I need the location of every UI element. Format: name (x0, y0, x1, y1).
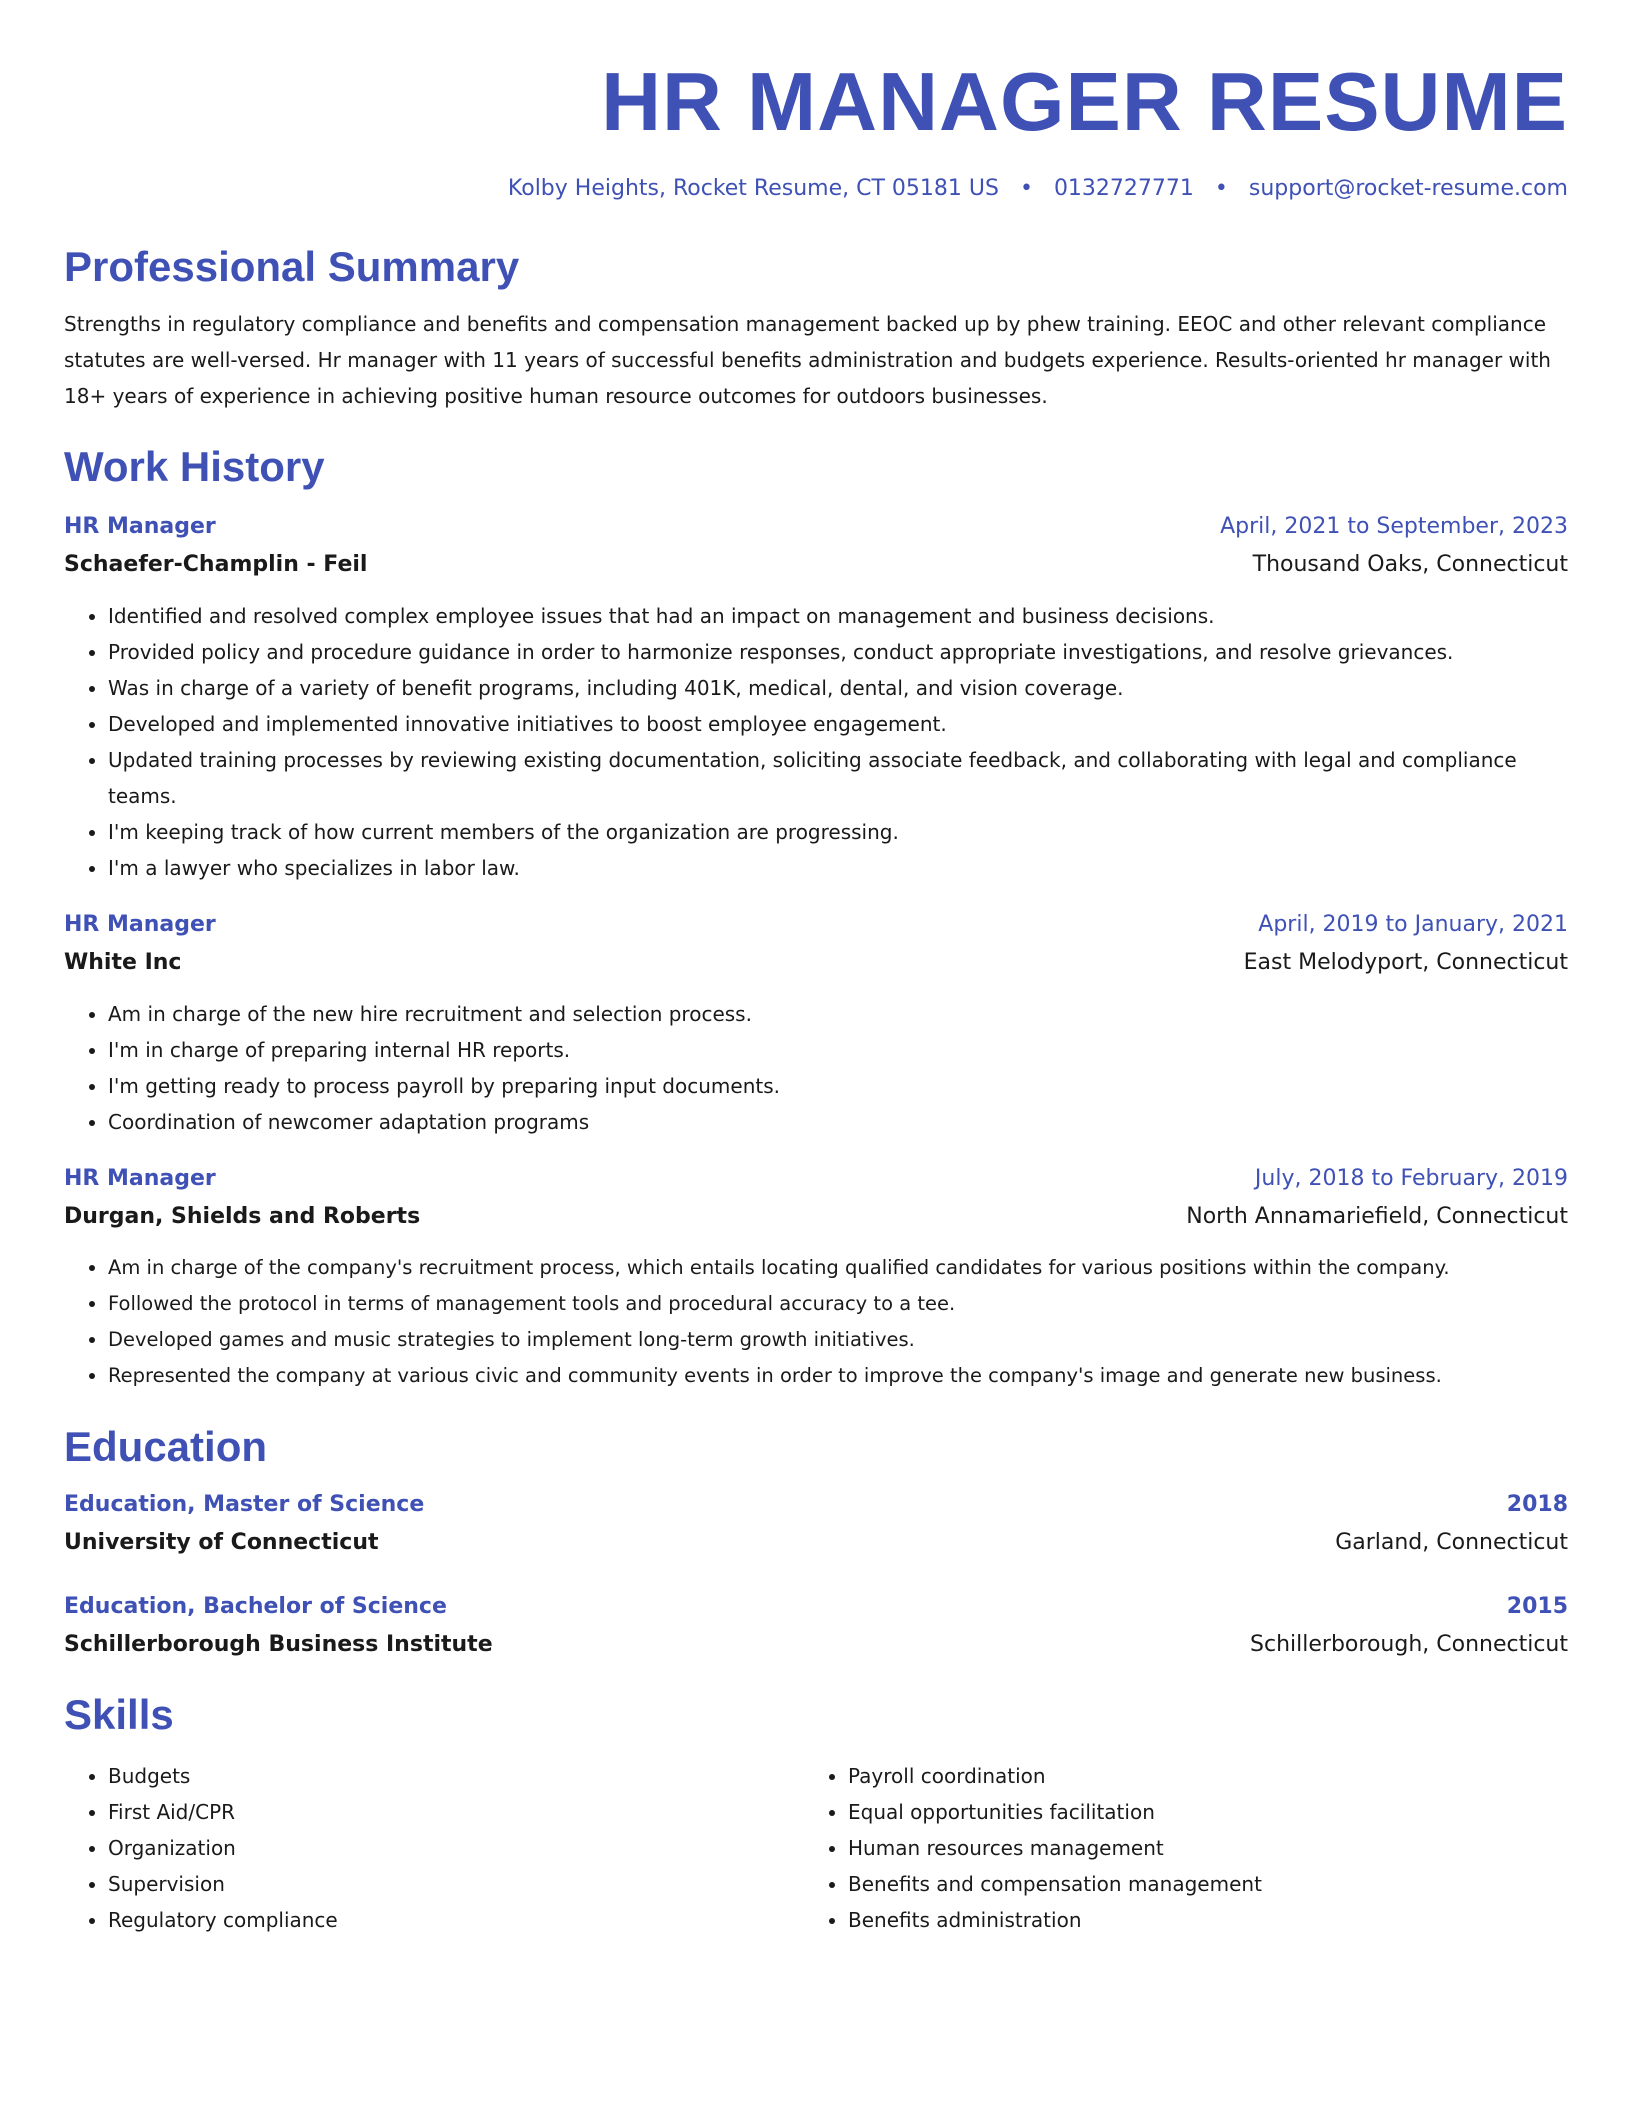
summary-text: Strengths in regulatory compliance and benefits and compensation management backed up by phew training. EEOC and other relevant compliance statutes are well-versed. Hr manager with 11 years of successful benefits administration and budgets experience. Results-oriented hr manager with 18+ years of experience in achieving positive human resource outcomes for outdoors businesses. (64, 312, 1551, 408)
contact-line (64, 174, 1568, 204)
education-subheader (64, 1528, 1568, 1558)
list-item: • Followed the protocol in terms of management tools and procedural accuracy to a tee. (108, 1286, 1568, 1322)
education-entry (64, 1490, 1568, 1558)
resume-title: HR MANAGER RESUME (601, 55, 1568, 148)
job-dates: April, 2021 to September, 2023 (1220, 514, 1568, 539)
job-entry (64, 1164, 1568, 1394)
list-item: • Am in charge of the new hire recruitment and selection process. (108, 996, 1568, 1032)
skills-left-list (64, 1758, 804, 1938)
skills-list (64, 1758, 1568, 1938)
skills-heading: Skills (64, 1691, 174, 1738)
list-item: • Coordination of newcomer adaptation programs (108, 1104, 1568, 1140)
list-item: • Equal opportunities facilitation (848, 1794, 1544, 1830)
list-item: • Budgets (108, 1758, 804, 1794)
education-subheader (64, 1630, 1568, 1660)
job-bullets (64, 996, 1568, 1140)
list-item: • I'm in charge of preparing internal HR reports. (108, 1032, 1568, 1068)
education-school: University of Connecticut (64, 1530, 379, 1555)
job-subheader (64, 948, 1568, 978)
skills-column-left (64, 1758, 804, 1938)
list-item: • Organization (108, 1830, 804, 1866)
job-dates: July, 2018 to February, 2019 (1254, 1166, 1568, 1191)
job-bullets (64, 598, 1568, 886)
list-item: • Identified and resolved complex employee issues that had an impact on management and business decisions. (108, 598, 1568, 634)
job-company: White Inc (64, 950, 182, 975)
job-location: East Melodyport, Connecticut (1243, 950, 1568, 975)
skills-right-list (804, 1758, 1544, 1938)
skills-column-right (804, 1758, 1544, 1938)
education-location: Schillerborough, Connecticut (1250, 1632, 1568, 1657)
job-header (64, 512, 1568, 542)
job-subheader (64, 1202, 1568, 1232)
list-item: • Provided policy and procedure guidance in order to harmonize responses, conduct appropriate investigations, and resolve grievances. (108, 634, 1568, 670)
education-degree: Education, Bachelor of Science (64, 1594, 447, 1619)
job-header (64, 1164, 1568, 1194)
job-entry (64, 512, 1568, 886)
job-entry (64, 910, 1568, 1140)
job-role: HR Manager (64, 514, 216, 539)
job-bullets (64, 1250, 1568, 1394)
list-item: • Benefits and compensation management (848, 1866, 1544, 1902)
job-dates: April, 2019 to January, 2021 (1258, 912, 1568, 937)
list-item: • Supervision (108, 1866, 804, 1902)
list-item: • I'm keeping track of how current members of the organization are progressing. (108, 814, 1568, 850)
education-header (64, 1490, 1568, 1520)
list-item: • Human resources management (848, 1830, 1544, 1866)
resume-page (64, 52, 1568, 1938)
contact-separator: • (1214, 176, 1228, 201)
education-school: Schillerborough Business Institute (64, 1632, 493, 1657)
list-item: • First Aid/CPR (108, 1794, 804, 1830)
education-location: Garland, Connecticut (1335, 1530, 1568, 1555)
education-heading: Education (64, 1423, 268, 1470)
list-item: • Benefits administration (848, 1902, 1544, 1938)
list-item: • Updated training processes by reviewing existing documentation, soliciting associate feedback, and collaborating with legal and compliance teams. (108, 742, 1568, 814)
list-item: • Represented the company at various civic and community events in order to improve the company's image and generate new business. (108, 1358, 1568, 1394)
job-header (64, 910, 1568, 940)
job-role: HR Manager (64, 1166, 216, 1191)
education-year: 2018 (1506, 1492, 1568, 1517)
work-history-heading: Work History (64, 443, 325, 490)
list-item: • I'm a lawyer who specializes in labor law. (108, 850, 1568, 886)
contact-separator: • (1019, 176, 1033, 201)
job-location: North Annamariefield, Connecticut (1186, 1204, 1568, 1229)
list-item: • Payroll coordination (848, 1758, 1544, 1794)
list-item: • Developed games and music strategies to implement long-term growth initiatives. (108, 1322, 1568, 1358)
contact-email: support@rocket-resume.com (1248, 176, 1568, 201)
list-item: • Developed and implemented innovative initiatives to boost employee engagement. (108, 706, 1568, 742)
list-item: • I'm getting ready to process payroll by preparing input documents. (108, 1068, 1568, 1104)
job-subheader (64, 550, 1568, 580)
job-location: Thousand Oaks, Connecticut (1252, 552, 1568, 577)
contact-address: Kolby Heights, Rocket Resume, CT 05181 US (507, 176, 999, 201)
list-item: • Was in charge of a variety of benefit programs, including 401K, medical, dental, and vision coverage. (108, 670, 1568, 706)
education-header (64, 1592, 1568, 1622)
education-year: 2015 (1506, 1594, 1568, 1619)
contact-phone: 0132727771 (1053, 176, 1194, 201)
job-company: Schaefer-Champlin - Feil (64, 552, 368, 577)
job-role: HR Manager (64, 912, 216, 937)
job-company: Durgan, Shields and Roberts (64, 1204, 421, 1229)
education-entry (64, 1592, 1568, 1660)
list-item: • Regulatory compliance (108, 1902, 804, 1938)
list-item: • Am in charge of the company's recruitment process, which entails locating qualified candidates for various positions within the company. (108, 1250, 1568, 1286)
education-degree: Education, Master of Science (64, 1492, 425, 1517)
summary-heading: Professional Summary (64, 243, 520, 290)
